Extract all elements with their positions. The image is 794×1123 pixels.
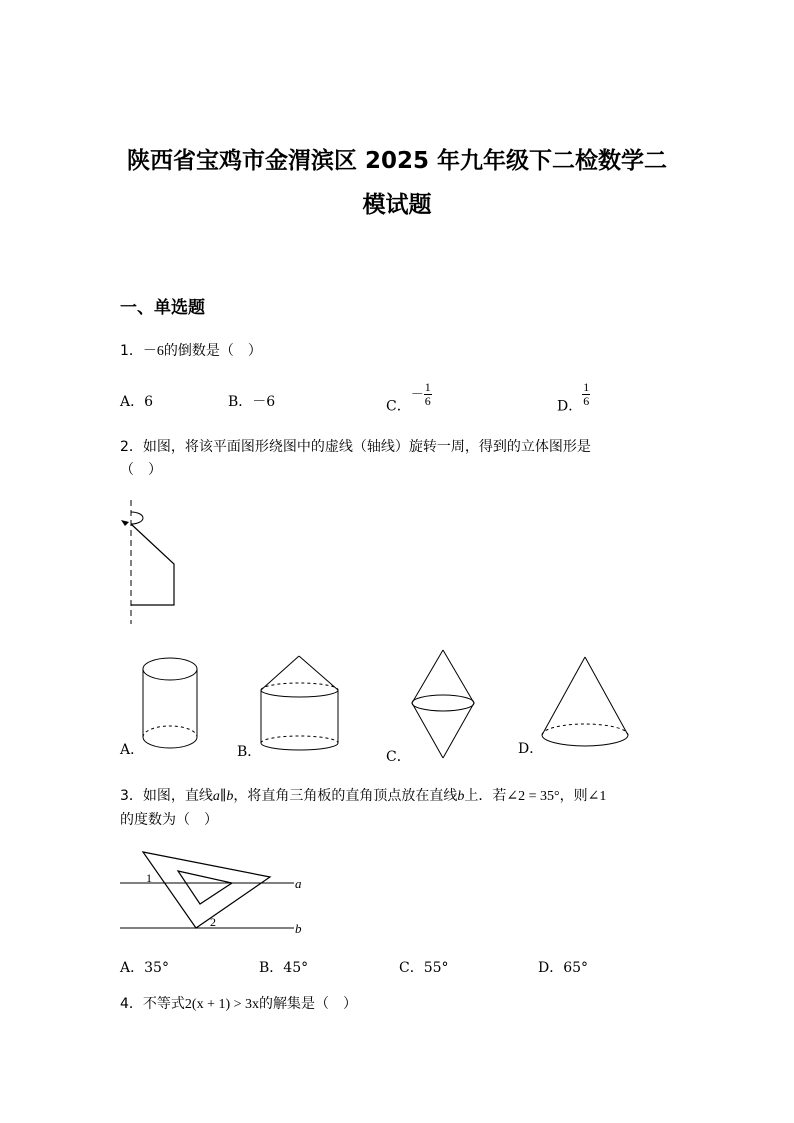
q1-option-b[interactable] (228, 391, 275, 411)
q3-option-b-value: 45° (283, 960, 309, 976)
question-2-stem-line2: （ ） (120, 462, 162, 478)
q1-option-b-value: －6 (252, 394, 276, 410)
question-2-stem-line1: 2．如图，将该平面图形绕图中的虚线（轴线）旋转一周，得到的立体图形是 (120, 439, 591, 455)
q3-text-2: ，将直角三角板的直角顶点放在直线 (233, 788, 458, 804)
question-1-text: 的倒数是（ ） (163, 343, 262, 359)
q2-option-a-cylinder[interactable] (142, 655, 202, 755)
q3-option-d-label: D． (538, 960, 564, 976)
q3-option-c[interactable] (399, 957, 449, 977)
q3-option-b-label: B． (259, 960, 284, 976)
q3-text-4: ，则 (559, 788, 588, 804)
q3-line-a: a (212, 789, 220, 804)
q1-option-d[interactable] (557, 381, 590, 416)
q4-inequality: 2(x + 1) > 3x (184, 997, 260, 1012)
q3-angle-2: ∠2 = 35° (506, 789, 560, 804)
q3-option-d[interactable] (538, 957, 588, 977)
q4-text-1: 不等式 (142, 996, 185, 1012)
question-4-stem (120, 993, 357, 1016)
q3-line-b-2: b (457, 789, 465, 804)
q2-option-d-cone[interactable] (540, 655, 632, 755)
q1-option-c-label: C． (386, 398, 411, 415)
q3-option-a-value: 35° (144, 960, 169, 976)
q4-text-2: 的解集是（ ） (259, 996, 358, 1012)
page-title-line2: 模试题 (362, 192, 432, 218)
q1-c-denominator: 6 (424, 394, 431, 408)
q1-c-numerator: 1 (424, 380, 431, 394)
question-1-number: 1． (120, 343, 143, 359)
q3-option-d-value: 65° (563, 960, 589, 976)
q3-option-a[interactable] (120, 957, 169, 977)
triangle-ruler-outer (143, 852, 270, 928)
q1-option-d-fraction (582, 381, 590, 408)
q1-option-a[interactable] (120, 391, 153, 411)
question-1-stem (120, 340, 262, 363)
q3-line-b: b (226, 789, 234, 804)
triangle-ruler-inner (178, 871, 232, 904)
q1-d-numerator: 1 (583, 380, 590, 394)
q2-option-d-label[interactable]: D． (518, 741, 544, 757)
q1-option-c[interactable] (386, 381, 432, 416)
rotation-arrow (131, 512, 143, 524)
question-4-number: 4． (120, 996, 143, 1012)
q1-option-c-fraction (424, 381, 432, 408)
q2-option-c-label[interactable]: C． (386, 749, 411, 765)
q1-option-b-label: B． (228, 394, 253, 410)
line-b-label: b (295, 921, 302, 936)
question-3-stem-line2: 的度数为（ ） (120, 812, 218, 828)
plane-shape (131, 524, 174, 605)
q2-plane-figure (110, 498, 190, 628)
q1-option-a-value: 6 (144, 394, 154, 410)
rotation-arrowhead (121, 520, 129, 526)
q2-option-b-cone-cylinder[interactable] (259, 654, 343, 754)
q2-option-b-label[interactable]: B． (237, 744, 262, 760)
q3-parallel-symbol: ∥ (219, 789, 227, 804)
q1-option-d-label: D． (557, 398, 583, 415)
question-1-neg6: －6 (142, 344, 164, 359)
page-title-line1: 陕西省宝鸡市金渭滨区 2025 年九年级下二检数学二 (126, 148, 668, 174)
q1-option-c-sign: － (410, 387, 424, 403)
q3-option-b[interactable] (259, 957, 308, 977)
q3-figure (118, 848, 318, 940)
section-heading: 一、单选题 (120, 298, 205, 318)
q2-option-a-label[interactable]: A． (120, 742, 145, 758)
q3-option-a-label: A． (120, 960, 145, 976)
q3-text-3: 上．若 (464, 788, 507, 804)
angle-2-label: 2 (210, 915, 216, 929)
q1-option-a-label: A． (120, 394, 145, 410)
q3-text-1: 3．如图，直线 (120, 788, 213, 804)
q1-d-denominator: 6 (583, 394, 590, 408)
question-3-stem-line1 (120, 785, 606, 808)
q3-angle-1: ∠1 (587, 789, 607, 804)
q2-option-c-double-cone[interactable] (408, 648, 478, 762)
q3-option-c-label: C． (399, 960, 424, 976)
angle-1-label: 1 (146, 871, 152, 885)
q3-option-c-value: 55° (423, 960, 449, 976)
line-a-label: a (295, 876, 302, 891)
